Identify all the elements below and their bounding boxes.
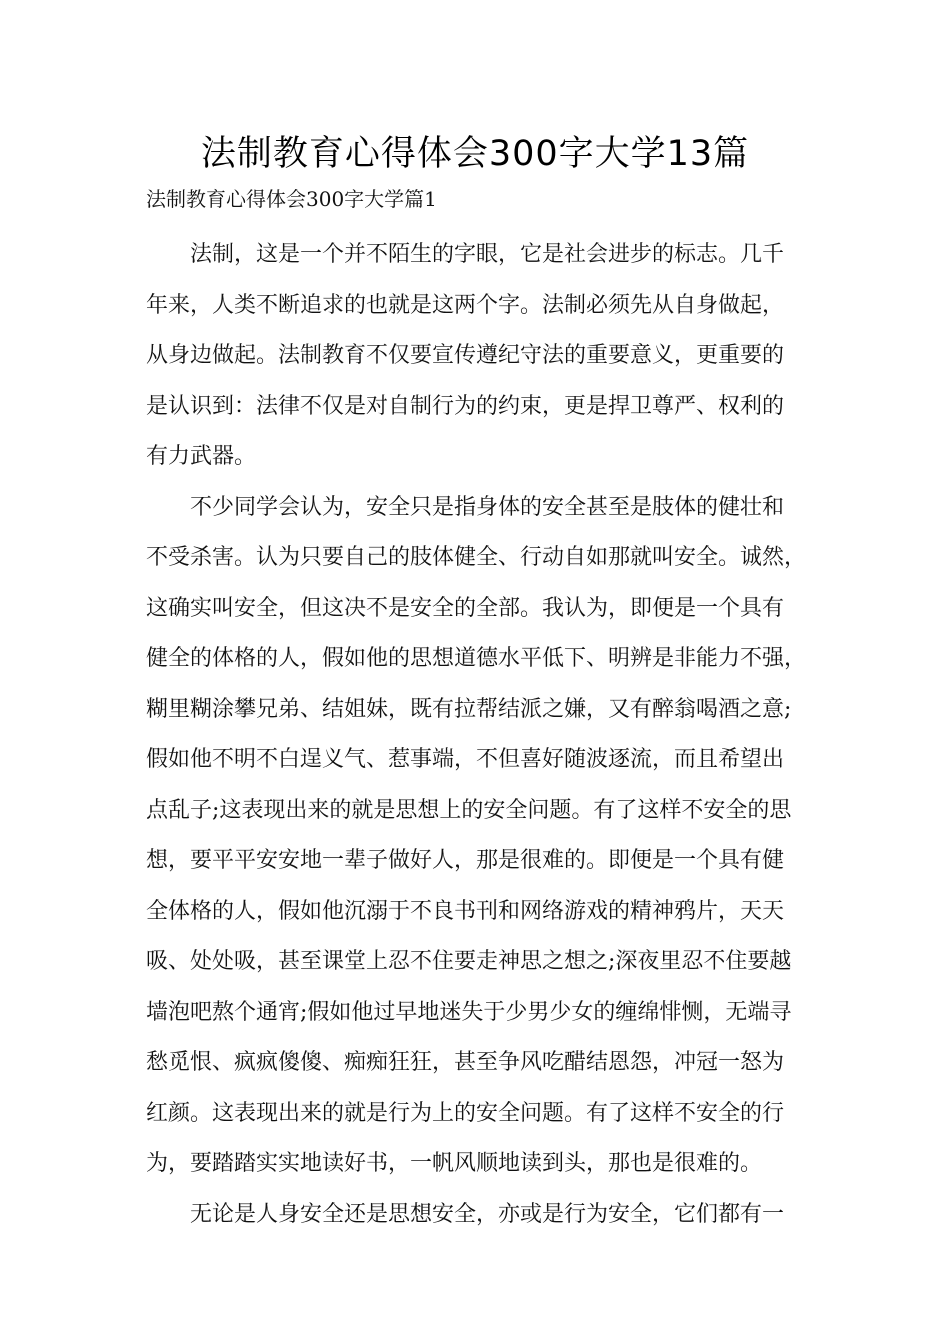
text-line: 假如他不明不白逞义气、惹事端，不但喜好随波逐流，而且希望出: [146, 747, 785, 772]
text-line: 有力武器。: [146, 444, 257, 469]
paragraph: [146, 483, 808, 1190]
paragraph: [146, 230, 808, 483]
text-line: 为，要踏踏实实地读好书，一帆风顺地读到头，那也是很难的。: [146, 1151, 763, 1176]
document-title: 法制教育心得体会300字大学13篇: [200, 134, 750, 174]
text-line: 全体格的人，假如他沉溺于不良书刊和网络游戏的精神鸦片，天天: [146, 898, 785, 924]
text-line: 法制，这是一个并不陌生的字眼，它是社会进步的标志。几千: [190, 242, 785, 267]
text-line: 想，要平平安安地一辈子做好人，那是很难的。即便是一个具有健: [146, 848, 785, 873]
text-line: 年来，人类不断追求的也就是这两个字。法制必须先从自身做起，: [146, 292, 785, 318]
body-text: [146, 230, 808, 1240]
text-line: 无论是人身安全还是思想安全，亦或是行为安全，它们都有一: [190, 1201, 785, 1227]
text-line: 点乱子;这表现出来的就是思想上的安全问题。有了这样不安全的思: [146, 797, 792, 823]
text-line: 糊里糊涂攀兄弟、结姐妹，既有拉帮结派之嫌，又有醉翁喝酒之意;: [146, 696, 792, 722]
text-line: 不少同学会认为，安全只是指身体的安全甚至是肢体的健壮和: [190, 494, 785, 520]
section-heading: 法制教育心得体会300字大学篇1: [146, 187, 437, 211]
text-line: 红颜。这表现出来的就是行为上的安全问题。有了这样不安全的行: [146, 1100, 785, 1126]
text-line: 从身边做起。法制教育不仅要宣传遵纪守法的重要意义，更重要的: [146, 343, 785, 368]
text-line: 墙泡吧熬个通宵;假如他过早地迷失于少男少女的缠绵悱恻，无端寻: [146, 999, 792, 1025]
text-line: 吸、处处吸，甚至课堂上忍不住要走神思之想之;深夜里忍不住要越: [146, 949, 792, 974]
text-line: 不受杀害。认为只要自己的肢体健全、行动自如那就叫安全。诚然，: [146, 545, 807, 570]
text-line: 愁觅恨、疯疯傻傻、痴痴狂狂，甚至争风吃醋结恩怨，冲冠一怒为: [146, 1050, 785, 1075]
text-line: 这确实叫安全，但这决不是安全的全部。我认为，即便是一个具有: [146, 595, 785, 621]
text-line: 是认识到：法律不仅是对自制行为的约束，更是捍卫尊严、权利的: [146, 393, 785, 419]
text-line: 健全的体格的人，假如他的思想道德水平低下、明辨是非能力不强，: [146, 646, 807, 671]
paragraph: [146, 1190, 808, 1241]
